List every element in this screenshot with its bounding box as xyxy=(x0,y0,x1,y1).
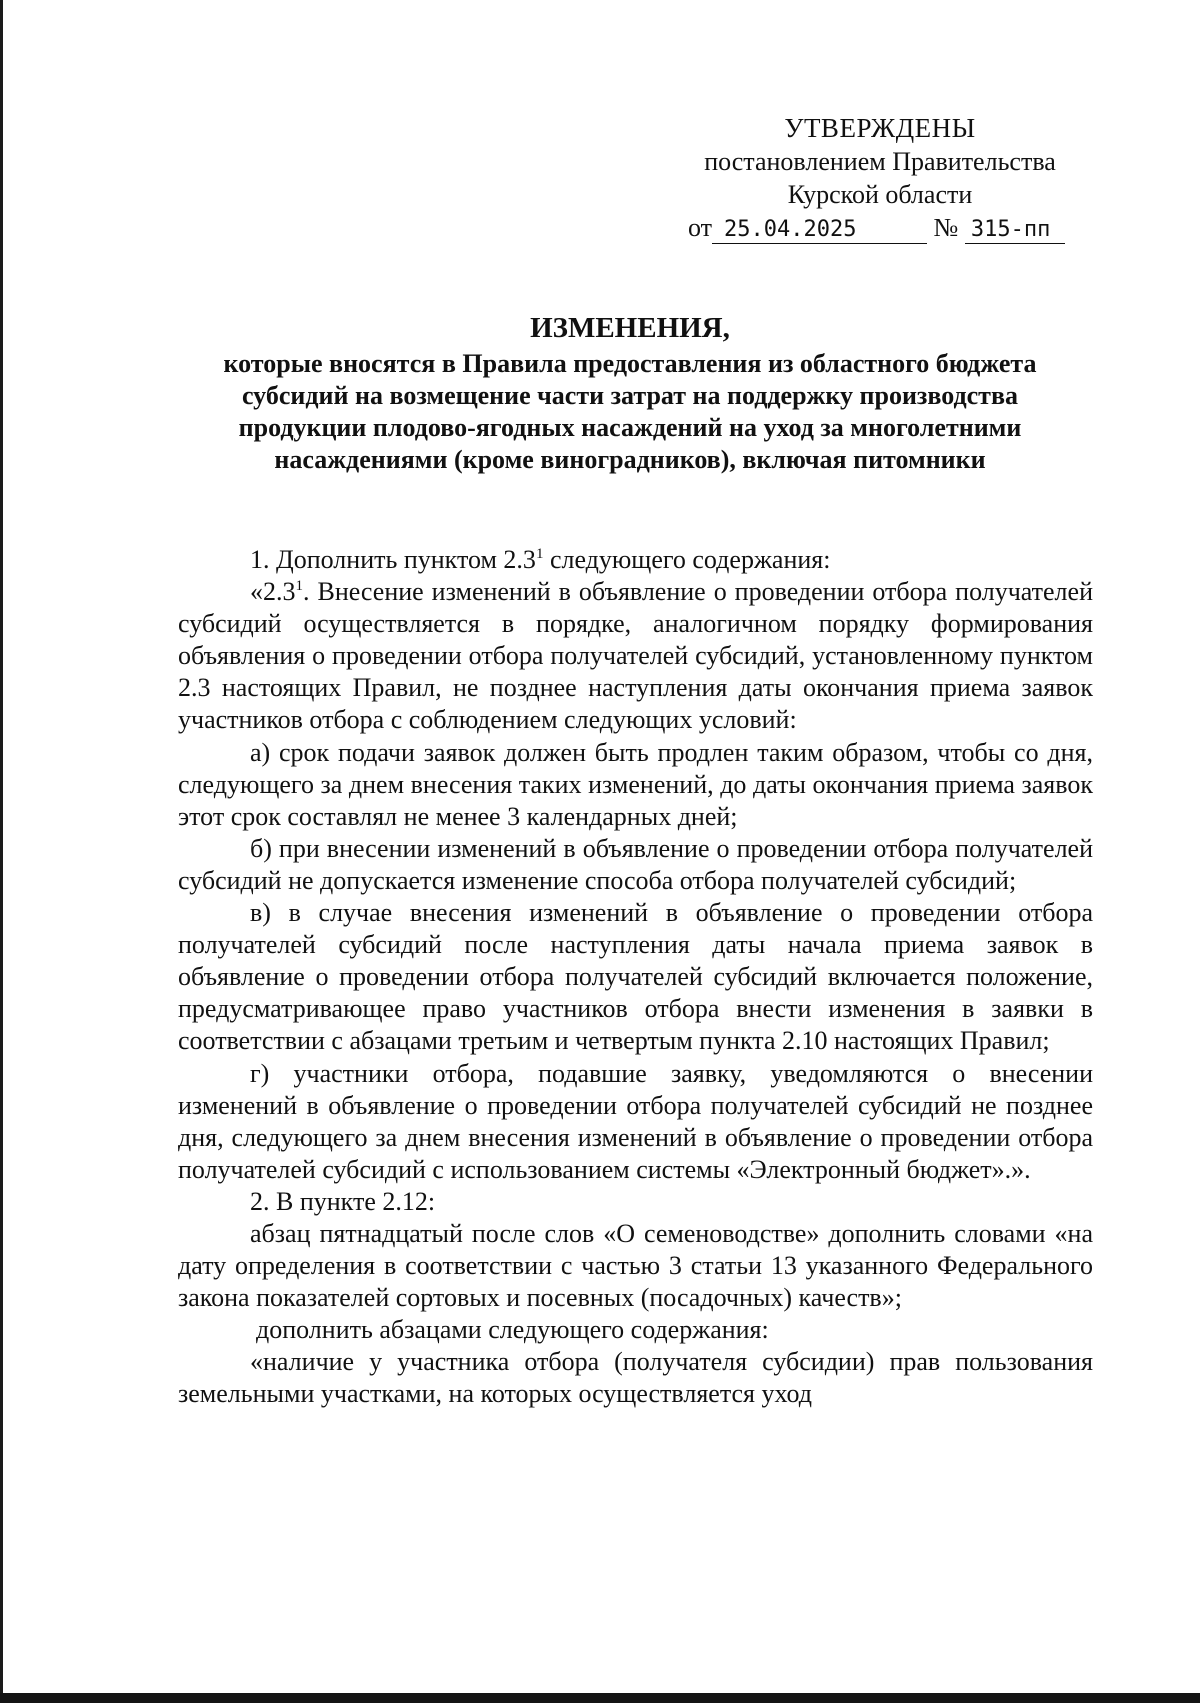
paragraph-nalichie: «наличие у участника отбора (получателя субсидии) прав пользования земельными участками, на которых осуществляется уход xyxy=(178,1347,1093,1409)
paragraph-section-2: 2. В пункте 2.12: xyxy=(250,1186,436,1216)
approval-number: 315-пп xyxy=(965,217,1065,244)
heading-line-4: насаждениями (кроме виноградников), включая питомники xyxy=(274,445,986,474)
paragraph-g: г) участники отбора, подавшие заявку, уведомляются о внесении изменений в объявление о проведении отбора получателей субсидий не позднее дня, следующего за днем внесения изменений в объявление о проведении отбора получателей субсидий с использованием системы «Электронный бюджет».». xyxy=(178,1058,1093,1184)
date-prefix: от xyxy=(688,213,713,242)
heading-line-1: которые вносятся в Правила предоставления из областного бюджета xyxy=(223,349,1037,378)
heading-title: ИЗМЕНЕНИЯ, xyxy=(530,312,730,344)
superscript: 1 xyxy=(535,546,544,562)
paragraph-1 xyxy=(178,544,1093,576)
scan-bottom-edge xyxy=(0,1693,1200,1703)
number-prefix: № xyxy=(933,213,959,242)
paragraph-1-text: 1. Дополнить пунктом 2.3 xyxy=(250,545,536,574)
approval-title: УТВЕРЖДЕНЫ xyxy=(784,113,976,143)
paragraph-v: в) в случае внесения изменений в объявление о проведении отбора получателей субсидий после наступления даты начала приема заявок в объявление о проведении отбора получателей субсидий включается положение, предусматривающее право участников отбора внести изменения в заявки в соответствии с абзацами третьим и четвертым пункта 2.10 настоящих Правил; xyxy=(178,898,1093,1056)
document-body xyxy=(178,544,1093,1411)
approval-stamp xyxy=(660,112,1100,244)
superscript: 1 xyxy=(295,578,303,595)
approval-order-line xyxy=(660,211,1100,244)
scan-left-edge xyxy=(0,0,3,1703)
approval-line-2: Курской области xyxy=(787,180,973,209)
heading-line-2: субсидий на возмещение части затрат на поддержку производства xyxy=(241,381,1018,410)
paragraph-b: б) при внесении изменений в объявление о проведении отбора получателей субсидий не допускается изменение способа отбора получателей субсидий; xyxy=(178,833,1093,895)
paragraph-2-lead: «2.3 xyxy=(250,577,296,607)
heading-line-3: продукции плодово-ягодных насаждений на уход за многолетними xyxy=(238,413,1022,442)
approval-line-1: постановлением Правительства xyxy=(704,147,1056,176)
paragraph-1-tail: следующего содержания: xyxy=(543,545,831,574)
paragraph-add-abzacy: дополнить абзацами следующего содержания: xyxy=(256,1315,769,1345)
approval-date: 25.04.2025 xyxy=(712,217,927,244)
document-heading xyxy=(170,310,1090,476)
paragraph-a: а) срок подачи заявок должен быть продлен таким образом, чтобы со дня, следующего за днем внесения таких изменений, до даты окончания приема заявок этот срок составлял не менее 3 календарных дней; xyxy=(178,737,1093,831)
paragraph-abzac-15: абзац пятнадцатый после слов «О семеноводстве» дополнить словами «на дату определения в соответствии с частью 3 статьи 13 указанного Федерального закона показателей сортовых и посевных (посадочных) качеств»; xyxy=(178,1218,1093,1313)
paragraph-2-text: . Внесение изменений в объявление о проведении отбора получателей субсидий осуществляется в порядке, аналогичном порядку формирования объявления о проведении отбора получателей субсидий, установленному пунктом 2.3 настоящих Правил, не позднее наступления даты окончания приема заявок участников отбора с соблюдением следующих условий: xyxy=(178,577,1093,735)
paragraph-2 xyxy=(178,576,1093,736)
